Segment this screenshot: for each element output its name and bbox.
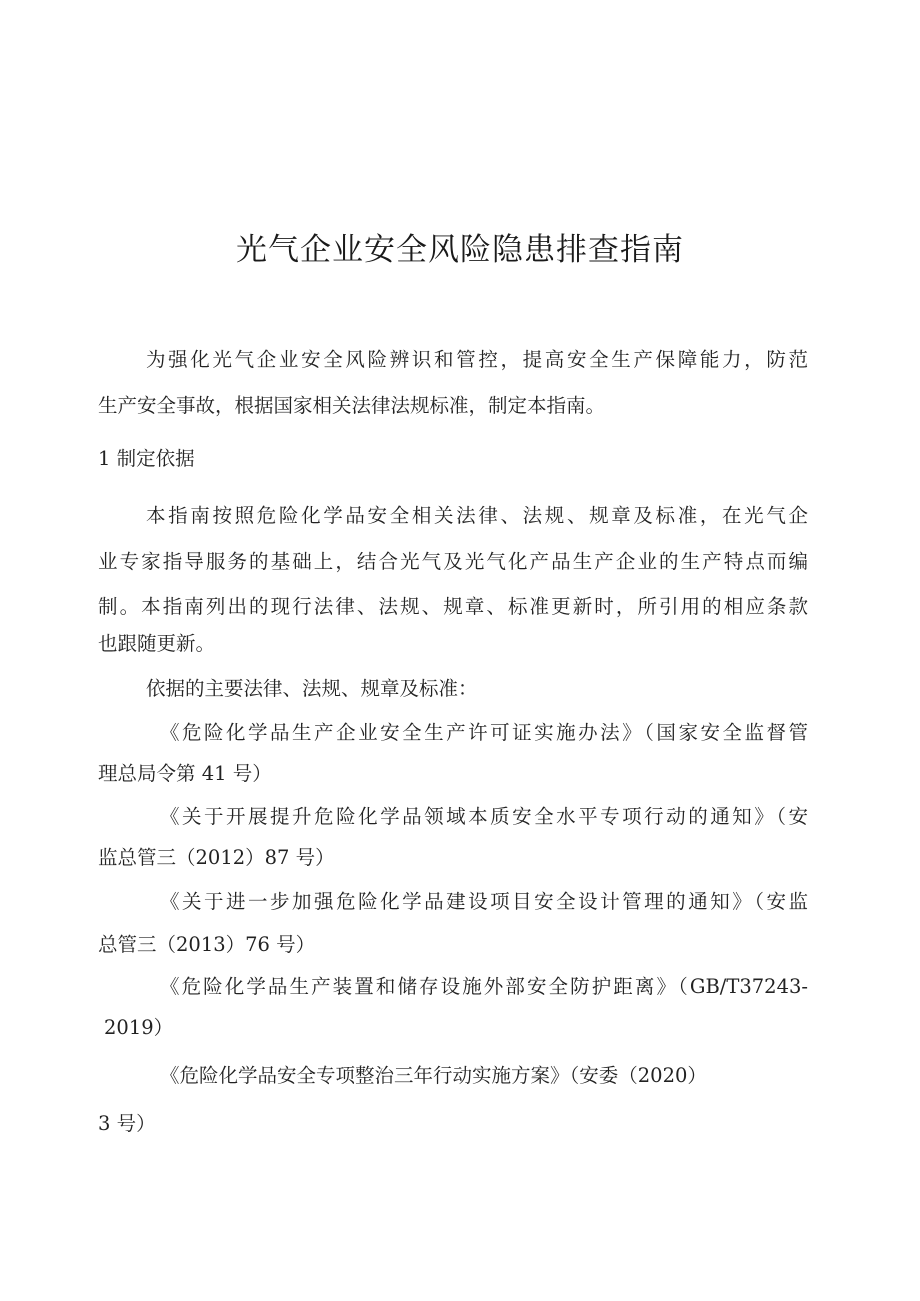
reference-2-line-2: 监总管三（2012）87 号）: [98, 846, 335, 869]
section-heading: 1 制定依据: [98, 447, 195, 470]
body-line-4: 也跟随更新。: [98, 632, 216, 655]
reference-3-line-1: 《关于进一步加强危险化学品建设项目安全设计管理的通知》（安监: [160, 890, 808, 913]
reference-4-line-1: 《危险化学品生产装置和储存设施外部安全防护距离》（GB/T37243-: [160, 975, 808, 998]
reference-1-line-1: 《危险化学品生产企业安全生产许可证实施办法》（国家安全监督管: [160, 721, 808, 744]
intro-line-1: 为强化光气企业安全风险辨识和管控，提高安全生产保障能力，防范: [146, 348, 808, 371]
body-line-1: 本指南按照危险化学品安全相关法律、法规、规章及标准，在光气企: [146, 504, 808, 527]
body-line-2: 业专家指导服务的基础上，结合光气及光气化产品生产企业的生产特点而编: [98, 550, 808, 573]
reference-2-line-1: 《关于开展提升危险化学品领域本质安全水平专项行动的通知》（安: [160, 805, 808, 828]
reference-5-line-1: 《危险化学品安全专项整治三年行动实施方案》（安委（2020）: [160, 1064, 707, 1087]
basis-intro: 依据的主要法律、法规、规章及标准：: [146, 677, 478, 700]
intro-line-2: 生产安全事故，根据国家相关法律法规标准，制定本指南。: [98, 394, 606, 417]
reference-5-line-2: 3 号）: [98, 1112, 156, 1135]
reference-4-line-2: 2019）: [104, 1016, 174, 1039]
reference-1-line-2: 理总局令第 41 号）: [98, 762, 272, 785]
reference-3-line-2: 总管三（2013）76 号）: [98, 933, 316, 956]
body-line-3: 制。本指南列出的现行法律、法规、规章、标准更新时，所引用的相应条款: [98, 595, 808, 618]
document-title: 光气企业安全风险隐患排查指南: [236, 232, 684, 268]
